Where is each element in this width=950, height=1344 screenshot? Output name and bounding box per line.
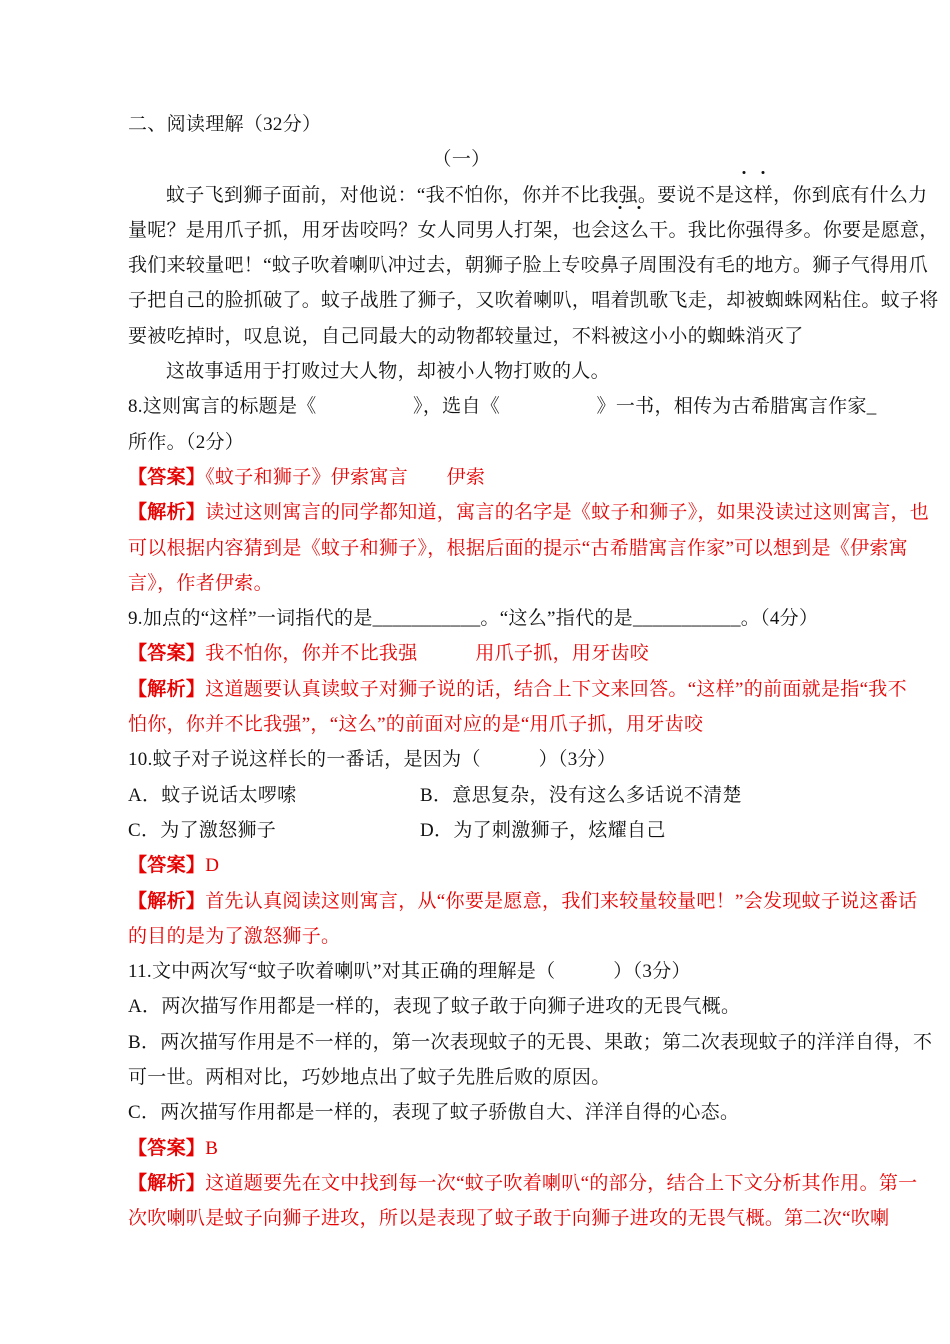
text-run: 首先认真阅读这则寓言，从“你要是愿意，我们来较量较量吧！”会发现蚊子说这番话	[205, 890, 918, 912]
question-10-options-ab	[128, 778, 880, 813]
passage-line	[128, 354, 880, 389]
text-run: 这道题要先在文中找到每一次“蚊子吹着喇叭“的部分，结合上下文分析其作用。第一	[205, 1172, 918, 1194]
text-run: 子把自己的脸抓破了。蚊子战胜了狮子，又吹着喇叭，唱着凯歌飞走，却被蜘蛛网粘住。蚊子将	[128, 290, 939, 312]
text-run: 言》，作者伊索。	[128, 572, 273, 594]
emphasized-char: 么	[630, 213, 649, 248]
emphasized-char: 这	[611, 213, 630, 248]
text-run: B	[205, 1137, 219, 1159]
text-run: 可一世。两相对比，巧妙地点出了蚊子先胜后败的原因。	[128, 1067, 611, 1089]
text-run: A．两次描写作用都是一样的，表现了蚊子敢于向狮子进攻的无畏气概。	[128, 996, 741, 1018]
answer-11	[128, 1131, 880, 1166]
text-run: 《蚊子和狮子》伊索寓言 伊索	[205, 466, 486, 488]
analysis-10-cont	[128, 919, 880, 954]
analysis-8	[128, 495, 930, 530]
question-11-option-b-cont	[128, 1060, 880, 1095]
text-run: 的目的是为了激怒狮子。	[128, 925, 341, 947]
question-8-cont	[128, 425, 880, 460]
option-text: C．为了激怒狮子	[128, 819, 277, 841]
analysis-11-cont	[128, 1201, 890, 1236]
question-10	[128, 742, 880, 777]
text-run: 这道题要认真读蚊子对狮子说的话，结合上下文来回答。“这样”的前面就是指“我不	[205, 678, 907, 700]
emphasized-char: 样	[754, 178, 773, 213]
question-8	[128, 389, 880, 424]
passage-number	[128, 142, 880, 177]
option-text: B．意思复杂，没有这么多话说不清楚	[420, 784, 742, 806]
text-run: 8.这则寓言的标题是《 》，选自《 》一书，相传为古希腊寓言作家_	[128, 396, 877, 418]
text-run: （一）	[432, 149, 491, 171]
passage-line	[128, 248, 929, 283]
answer-label: 【解析】	[128, 1172, 206, 1194]
text-run: 10.蚊子对子说这样长的一番话，是因为（ ）（3分）	[128, 749, 617, 771]
text-run: ，你到底有什么力	[773, 184, 928, 206]
question-11-option-a	[128, 989, 880, 1024]
answer-8	[128, 460, 880, 495]
answer-9	[128, 636, 880, 671]
analysis-9-cont	[128, 707, 880, 742]
answer-label: 【解析】	[128, 890, 206, 912]
passage-line	[128, 213, 939, 248]
answer-label: 【答案】	[128, 466, 206, 488]
analysis-10	[128, 884, 918, 919]
text-run: 可以根据内容猜到是《蚊子和狮子》，根据后面的提示“古希腊寓言作家”可以想到是《伊索寓	[128, 537, 908, 559]
text-run: D	[205, 855, 220, 877]
analysis-8-cont	[128, 531, 908, 566]
text-run: 所作。（2分）	[128, 431, 245, 453]
text-run: 次吹喇叭是蚊子向狮子进攻，所以是表现了蚊子敢于向狮子进攻的无畏气概。第二次“吹喇	[128, 1208, 890, 1230]
answer-label: 【答案】	[128, 643, 206, 665]
text-run: 蚊子飞到狮子面前，对他说：“我不怕你，你并不比我强。要说不是	[166, 184, 735, 206]
text-run: C．两次描写作用都是一样的，表现了蚊子骄傲自大、洋洋自得的心态。	[128, 1102, 740, 1124]
question-11-option-b	[128, 1025, 933, 1060]
answer-label: 【答案】	[128, 855, 206, 877]
passage-line	[128, 283, 939, 318]
text-run: 读过这则寓言的同学都知道，寓言的名字是《蚊子和狮子》，如果没读过这则寓言，也	[205, 502, 930, 524]
text-run: 怕你，你并不比我强”，“这么”的前面对应的是“用爪子抓，用牙齿咬	[128, 714, 704, 736]
text-run: 11.文中两次写“蚊子吹着喇叭”对其正确的理解是（ ）（3分）	[128, 961, 691, 983]
text-run: 二、阅读理解（32分）	[128, 114, 322, 135]
answer-label: 【解析】	[128, 678, 206, 700]
emphasized-char: 这	[734, 178, 753, 213]
question-11	[128, 954, 880, 989]
answer-10	[128, 848, 880, 883]
option-text: A．蚊子说话太啰嗦	[128, 784, 297, 806]
text-run: 要被吃掉时，叹息说，自己同最大的动物都较量过，不料被这小小的蜘蛛消灭了	[128, 325, 804, 347]
text-run: 我们来较量吧！“蚊子吹着喇叭冲过去，朝狮子脸上专咬鼻子周围没有毛的地方。狮子气得用爪	[128, 255, 929, 277]
text-run: 干。我比你强得多。你要是愿意，	[649, 219, 939, 241]
text-run: 量呢？是用爪子抓，用牙齿咬吗？女人同男人打架，也会	[128, 219, 611, 241]
answer-label: 【解析】	[128, 502, 206, 524]
passage-line	[128, 178, 928, 213]
question-9	[128, 601, 880, 636]
analysis-9	[128, 672, 907, 707]
text-run: 我不怕你，你并不比我强 用爪子抓，用牙齿咬	[205, 643, 650, 665]
option-text: D．为了刺激狮子，炫耀自己	[420, 819, 666, 841]
text-run: B．两次描写作用是不一样的，第一次表现蚊子的无畏、果敢；第二次表现蚊子的洋洋自得，不	[128, 1031, 933, 1053]
answer-label: 【答案】	[128, 1137, 206, 1159]
question-10-options-cd	[128, 813, 880, 848]
question-11-option-c	[128, 1095, 880, 1130]
analysis-11	[128, 1166, 918, 1201]
text-run: 这故事适用于打败过大人物，却被小人物打败的人。	[166, 361, 610, 383]
analysis-8-cont	[128, 566, 880, 601]
text-run: 9.加点的“这样”一词指代的是___________。“这么”指代的是___________。（4分）	[128, 608, 819, 630]
section-heading	[128, 107, 880, 142]
passage-line	[128, 319, 880, 354]
